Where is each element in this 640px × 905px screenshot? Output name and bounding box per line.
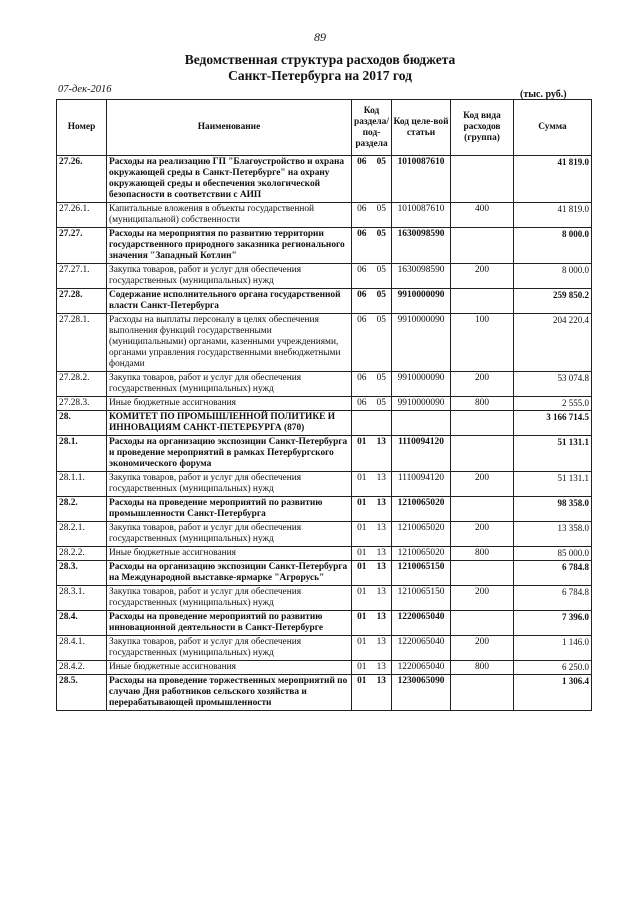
row-vid: 800 xyxy=(451,661,514,675)
row-razdel-cell xyxy=(352,661,392,675)
row-name: Капитальные вложения в объекты государственной (муниципальной) собственности xyxy=(107,203,352,228)
row-razdel-cell xyxy=(352,561,392,586)
table-row xyxy=(57,372,592,397)
row-statya: 1110094120 xyxy=(392,472,451,497)
row-razdel: 06 xyxy=(357,204,367,214)
row-razdel-cell xyxy=(352,411,392,436)
header-nomer: Номер xyxy=(57,100,107,156)
row-razdel-cell xyxy=(352,264,392,289)
row-razdel: 01 xyxy=(357,612,367,622)
row-podrazdel: 05 xyxy=(376,373,386,383)
header-kod-razdela: Код раздела/ под-раздела xyxy=(352,100,392,156)
row-summa: 7 396.0 xyxy=(514,611,592,636)
row-razdel: 01 xyxy=(357,662,367,672)
row-podrazdel xyxy=(372,411,392,412)
row-podrazdel: 13 xyxy=(376,437,386,447)
row-statya: 1210065020 xyxy=(392,547,451,561)
row-razdel: 06 xyxy=(357,157,367,167)
row-podrazdel: 13 xyxy=(376,587,386,597)
row-razdel-cell xyxy=(352,203,392,228)
row-summa: 6 250.0 xyxy=(514,661,592,675)
row-name: Иные бюджетные ассигнования xyxy=(107,397,352,411)
table-row xyxy=(57,264,592,289)
row-number: 28. xyxy=(57,411,107,436)
row-name: Закупка товаров, работ и услуг для обеспечения государственных (муниципальных) нужд xyxy=(107,586,352,611)
row-statya: 1630098590 xyxy=(392,264,451,289)
row-statya xyxy=(392,411,451,436)
row-razdel-cell xyxy=(352,522,392,547)
row-podrazdel: 05 xyxy=(376,157,386,167)
row-name: Закупка товаров, работ и услуг для обеспечения государственных (муниципальных) нужд xyxy=(107,372,352,397)
row-summa: 98 358.0 xyxy=(514,497,592,522)
row-vid xyxy=(451,156,514,203)
table-row xyxy=(57,522,592,547)
table-row xyxy=(57,661,592,675)
row-razdel xyxy=(352,411,372,412)
row-vid xyxy=(451,411,514,436)
row-razdel: 01 xyxy=(357,437,367,447)
row-summa: 85 000.0 xyxy=(514,547,592,561)
row-statya: 1220065040 xyxy=(392,611,451,636)
table-row xyxy=(57,156,592,203)
row-razdel: 01 xyxy=(357,473,367,483)
table-row xyxy=(57,289,592,314)
row-vid xyxy=(451,675,514,711)
row-statya: 1210065020 xyxy=(392,522,451,547)
row-statya: 1110094120 xyxy=(392,436,451,472)
row-podrazdel: 05 xyxy=(376,229,386,239)
row-name: Иные бюджетные ассигнования xyxy=(107,661,352,675)
page-number: 89 xyxy=(314,30,326,44)
table-body xyxy=(57,156,592,711)
row-vid: 800 xyxy=(451,547,514,561)
document-title xyxy=(0,52,640,84)
row-number: 28.3. xyxy=(57,561,107,586)
row-razdel: 01 xyxy=(357,676,367,686)
table-row xyxy=(57,397,592,411)
row-vid: 100 xyxy=(451,314,514,372)
row-podrazdel: 13 xyxy=(376,662,386,672)
row-razdel: 06 xyxy=(357,373,367,383)
row-razdel-cell xyxy=(352,611,392,636)
row-number: 27.27. xyxy=(57,228,107,264)
row-summa: 3 166 714.5 xyxy=(514,411,592,436)
row-vid xyxy=(451,497,514,522)
table-row xyxy=(57,436,592,472)
header-kod-vida: Код вида расходов (группа) xyxy=(451,100,514,156)
row-vid: 200 xyxy=(451,636,514,661)
row-vid: 200 xyxy=(451,586,514,611)
row-statya: 1210065150 xyxy=(392,561,451,586)
row-number: 28.5. xyxy=(57,675,107,711)
row-vid: 200 xyxy=(451,522,514,547)
row-name: Иные бюджетные ассигнования xyxy=(107,547,352,561)
row-vid: 200 xyxy=(451,372,514,397)
table-row xyxy=(57,411,592,436)
row-number: 27.28.1. xyxy=(57,314,107,372)
row-razdel: 06 xyxy=(357,315,367,325)
row-razdel-cell xyxy=(352,586,392,611)
row-summa: 41 819.0 xyxy=(514,203,592,228)
table-row xyxy=(57,547,592,561)
table-row xyxy=(57,561,592,586)
row-vid xyxy=(451,611,514,636)
table-header-row xyxy=(57,100,592,156)
table-row xyxy=(57,636,592,661)
row-name: Закупка товаров, работ и услуг для обеспечения государственных (муниципальных) нужд xyxy=(107,264,352,289)
row-razdel-cell xyxy=(352,636,392,661)
row-number: 28.4.1. xyxy=(57,636,107,661)
row-podrazdel: 13 xyxy=(376,637,386,647)
row-statya: 1220065040 xyxy=(392,661,451,675)
row-summa: 13 358.0 xyxy=(514,522,592,547)
table-row xyxy=(57,586,592,611)
row-podrazdel: 05 xyxy=(376,398,386,408)
table-row xyxy=(57,497,592,522)
title-line-1: Ведомственная структура расходов бюджета xyxy=(184,52,456,67)
row-summa: 51 131.1 xyxy=(514,436,592,472)
row-summa: 51 131.1 xyxy=(514,472,592,497)
row-summa: 1 146.0 xyxy=(514,636,592,661)
row-statya: 1010087610 xyxy=(392,156,451,203)
row-number: 27.26.1. xyxy=(57,203,107,228)
row-name: Закупка товаров, работ и услуг для обеспечения государственных (муниципальных) нужд xyxy=(107,522,352,547)
row-vid: 800 xyxy=(451,397,514,411)
row-number: 28.2.1. xyxy=(57,522,107,547)
title-line-2: Санкт-Петербурга на 2017 год xyxy=(228,68,412,83)
row-razdel-cell xyxy=(352,289,392,314)
row-statya: 1210065150 xyxy=(392,586,451,611)
row-podrazdel: 13 xyxy=(376,676,386,686)
row-summa: 2 555.0 xyxy=(514,397,592,411)
row-name: Содержание исполнительного органа государственной власти Санкт-Петербурга xyxy=(107,289,352,314)
row-summa: 204 220.4 xyxy=(514,314,592,372)
table-row xyxy=(57,611,592,636)
row-razdel: 01 xyxy=(357,548,367,558)
row-razdel: 06 xyxy=(357,229,367,239)
row-razdel-cell xyxy=(352,228,392,264)
row-statya: 9910000090 xyxy=(392,289,451,314)
row-vid xyxy=(451,228,514,264)
row-statya: 9910000090 xyxy=(392,314,451,372)
row-number: 28.2.2. xyxy=(57,547,107,561)
row-number: 28.1.1. xyxy=(57,472,107,497)
row-name: Закупка товаров, работ и услуг для обеспечения государственных (муниципальных) нужд xyxy=(107,636,352,661)
row-name: Расходы на выплаты персоналу в целях обеспечения выполнения функций государственными (муниципальными) органами, казенными учреждениями, органами управления государственными внебюджетными фондами xyxy=(107,314,352,372)
row-vid: 400 xyxy=(451,203,514,228)
row-podrazdel: 05 xyxy=(376,204,386,214)
row-razdel-cell xyxy=(352,675,392,711)
row-statya: 1210065020 xyxy=(392,497,451,522)
row-statya: 1630098590 xyxy=(392,228,451,264)
row-podrazdel: 13 xyxy=(376,612,386,622)
row-number: 28.4.2. xyxy=(57,661,107,675)
header-naimenovanie: Наименование xyxy=(107,100,352,156)
row-summa: 6 784.8 xyxy=(514,586,592,611)
row-podrazdel: 13 xyxy=(376,523,386,533)
row-name: Расходы на мероприятия по развитию территории государственного природного заказника регионального значения "Западный Котлин" xyxy=(107,228,352,264)
row-razdel-cell xyxy=(352,156,392,203)
row-number: 27.26. xyxy=(57,156,107,203)
row-razdel-cell xyxy=(352,497,392,522)
units-label: (тыс. руб.) xyxy=(520,89,567,100)
row-razdel-cell xyxy=(352,314,392,372)
header-summa: Сумма xyxy=(514,100,592,156)
row-number: 27.27.1. xyxy=(57,264,107,289)
row-razdel: 01 xyxy=(357,498,367,508)
row-podrazdel: 13 xyxy=(376,498,386,508)
row-podrazdel: 13 xyxy=(376,548,386,558)
document-date: 07-дек-2016 xyxy=(58,84,112,95)
row-name: Расходы на проведение мероприятий по развитию инновационной деятельности в Санкт-Петербурге xyxy=(107,611,352,636)
row-name: Расходы на проведение мероприятий по развитию промышленности Санкт-Петербурга xyxy=(107,497,352,522)
row-name: Закупка товаров, работ и услуг для обеспечения государственных (муниципальных) нужд xyxy=(107,472,352,497)
row-name: Расходы на проведение торжественных мероприятий по случаю Дня работников сельского хозяйства и перерабатывающей промышленности xyxy=(107,675,352,711)
row-vid: 200 xyxy=(451,472,514,497)
row-number: 28.3.1. xyxy=(57,586,107,611)
row-number: 27.28.2. xyxy=(57,372,107,397)
row-name: Расходы на организацию экспозиции Санкт-Петербурга и проведение мероприятий в рамках Петербургского экономического форума xyxy=(107,436,352,472)
row-razdel-cell xyxy=(352,436,392,472)
row-number: 28.1. xyxy=(57,436,107,472)
row-number: 28.2. xyxy=(57,497,107,522)
row-summa: 1 306.4 xyxy=(514,675,592,711)
row-vid: 200 xyxy=(451,264,514,289)
row-razdel: 01 xyxy=(357,637,367,647)
row-podrazdel: 13 xyxy=(376,473,386,483)
row-podrazdel: 05 xyxy=(376,315,386,325)
table-row xyxy=(57,472,592,497)
row-statya: 1220065040 xyxy=(392,636,451,661)
row-summa: 53 074.8 xyxy=(514,372,592,397)
row-name: КОМИТЕТ ПО ПРОМЫШЛЕННОЙ ПОЛИТИКЕ И ИННОВАЦИЯМ САНКТ-ПЕТЕРБУРГА (870) xyxy=(107,411,352,436)
row-number: 27.28.3. xyxy=(57,397,107,411)
budget-table xyxy=(56,99,592,711)
row-podrazdel: 05 xyxy=(376,290,386,300)
row-summa: 8 000.0 xyxy=(514,264,592,289)
row-razdel: 01 xyxy=(357,587,367,597)
row-statya: 1230065090 xyxy=(392,675,451,711)
row-summa: 41 819.0 xyxy=(514,156,592,203)
row-name: Расходы на организацию экспозиции Санкт-Петербурга на Международной выставке-ярмарке "Агрорусь" xyxy=(107,561,352,586)
row-razdel-cell xyxy=(352,372,392,397)
row-number: 27.28. xyxy=(57,289,107,314)
header-kod-statyi: Код целе-вой статьи xyxy=(392,100,451,156)
row-razdel: 06 xyxy=(357,290,367,300)
row-podrazdel: 13 xyxy=(376,562,386,572)
row-vid xyxy=(451,436,514,472)
row-razdel: 01 xyxy=(357,562,367,572)
row-podrazdel: 05 xyxy=(376,265,386,275)
row-razdel-cell xyxy=(352,397,392,411)
row-razdel-cell xyxy=(352,472,392,497)
row-razdel: 01 xyxy=(357,523,367,533)
row-number: 28.4. xyxy=(57,611,107,636)
row-statya: 9910000090 xyxy=(392,372,451,397)
table-row xyxy=(57,314,592,372)
row-razdel: 06 xyxy=(357,265,367,275)
row-statya: 1010087610 xyxy=(392,203,451,228)
row-name: Расходы на реализацию ГП "Благоустройство и охрана окружающей среды в Санкт-Петербурге" на охрану окружающей среды и обеспечения экологической безопасности в соответствии с АИП xyxy=(107,156,352,203)
row-summa: 259 850.2 xyxy=(514,289,592,314)
table-row xyxy=(57,675,592,711)
row-razdel-cell xyxy=(352,547,392,561)
row-summa: 8 000.0 xyxy=(514,228,592,264)
row-vid xyxy=(451,289,514,314)
row-razdel: 06 xyxy=(357,398,367,408)
table-row xyxy=(57,203,592,228)
row-summa: 6 784.8 xyxy=(514,561,592,586)
table-row xyxy=(57,228,592,264)
row-statya: 9910000090 xyxy=(392,397,451,411)
row-vid xyxy=(451,561,514,586)
